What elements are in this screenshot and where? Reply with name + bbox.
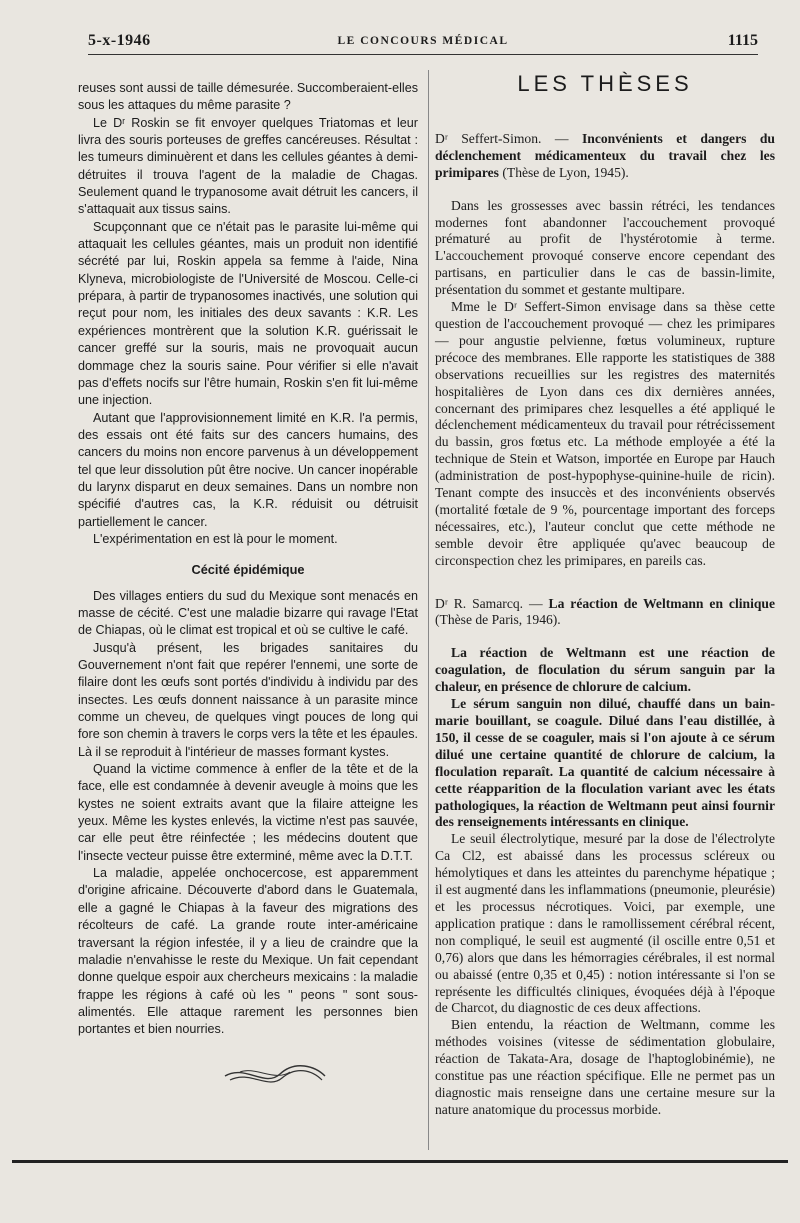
- paragraph-bold: La réaction de Weltmann est une réaction de coagulation, de floculation du sérum sanguin par la chaleur, en présence de chlorure de calcium.: [435, 645, 775, 695]
- thesis-source: (Thèse de Lyon, 1945).: [502, 164, 629, 180]
- paragraph: L'expérimentation en est là pour le moment.: [93, 531, 338, 546]
- footer-rule: [12, 1160, 788, 1163]
- column-divider: [428, 70, 429, 1150]
- left-column: [78, 80, 418, 1039]
- paragraph: Le seuil électrolytique, mesuré par la dose de l'électrolyte Ca Cl2, est abaissé dans les processus scléreux ou hémolytiques et dans les atteintes du parenchyme hépatique ; il est augmenté dans les inflammations (pneumonie, pleurésie) et les processus nécrotiques. Voici, par exemple, une application pratique : dans le ramollissement cérébral récent, non compliqué, le seuil est augmenté (il oscille entre 0,51 et 0,76) alors que dans les hémorragies cérébrales, il est normal ou abaissé (entre 0,35 et 0,45) : notion intéressante si l'on se représente les difficultés cliniques, évoquées déjà à l'époque de Charcot, du diagnostic de ces deux affections.: [435, 831, 775, 1016]
- paragraph: Autant que l'approvisionnement limité en K.R. l'a permis, des essais ont été faits sur des cancers humains, des cancers du moins non encore parvenus à un développement tel que leur dissolution pût être nocive. Un cancer inopérable du larynx disparut en deux semaines. Dans un nombre non spécifié d'autres cas, la K.R. réduisit ou détruisit partiellement le cancer.: [78, 410, 418, 529]
- paragraph: Dans les grossesses avec bassin rétréci, les tendances modernes font abandonner l'accouchement provoqué prématuré au profit de l'hystérotomie à terme. L'accouchement provoqué conserve encore cependant des partisans, en particulier dans le cas de bassin-limite, présentation du sommet et gestante multipare.: [435, 197, 775, 298]
- thesis-title: La réaction de Weltmann en clinique: [548, 595, 776, 611]
- paragraph: Des villages entiers du sud du Mexique sont menacés en masse de cécité. C'est une maladie bizarre qui ravage l'Etat de Chiapas, où le climat est tropical et où se cultive le café.: [78, 588, 418, 638]
- thesis-author: Dʳ R. Samarcq. —: [435, 595, 543, 611]
- paragraph: reuses sont aussi de taille démesurée. Succomberaient-elles sous les attaques du même parasite ?: [78, 81, 418, 113]
- paragraph: Le Dʳ Roskin se fit envoyer quelques Triatomas et leur livra des souris porteuses de greffes cancéreuses. Résultat : les tumeurs diminuèrent et dans les cellules géantes à demi-détruites il trouva l'agent de la maladie de Chagas. Seulement quand le trypanosome avait détruit les cancers, il s'attaquait aux tissus sains.: [78, 115, 418, 217]
- paragraph-bold: Le sérum sanguin non dilué, chauffé dans un bain-marie bouillant, se coagule. Dilué dans l'eau distillée, à 150, il cesse de se coaguler, mais si l'on ajoute à ce sérum dilué une certaine quantité de chlorure de calcium, la floculation reparaît. La quantité de calcium nécessaire à cette réapparition de la floculation variant avec les états pathologiques, la réaction de Weltmann peut ainsi fournir des renseignements intéressants en clinique.: [435, 696, 775, 830]
- paragraph: Mme le Dʳ Seffert-Simon envisage dans sa thèse cette question de l'accouchement provoqué — chez les primipares — pour angustie pelvienne, fœtus volumineux, rupture précoce des membranes. Elle rapporte les statistiques de 388 observations recueillies sur les registres des maternités hospitalières de Lyon dans ces dix dernières années, concernant des primipares chez lesquelles a été appliqué le déclenchement médicamenteux du travail pour rétrécissement du bassin, gros fœtus etc. La méthode employée a été la technique de Stein et Watson, importée en Europe par Hauch (administration de post-hypophyse-quinine-huile de ricin). Tenant compte des insuccès et des inconvénients observés (mortalité fœtale de 9 %, pourcentage important des forceps nécessaires, etc.), l'auteur conclut que cette méthode ne semble devoir être appliquée qu'avec beaucoup de circonspection chez les primipares, en pareils cas.: [435, 299, 775, 568]
- thesis-entry-title: [435, 131, 775, 182]
- paragraph: Jusqu'à présent, les brigades sanitaires du Gouvernement n'ont fait que repérer l'ennemi, une sorte de filaire dont les œufs sont portés d'individu à individu par des insectes. Les œufs donnent naissance à un parasite mince comme un cheveu, de quelques vingt pouces de long qui fore son chemin à travers le corps vers la tête et les épaules. Là il se reproduit à l'intérieur de masses formant kystes.: [78, 640, 418, 759]
- subheading: Cécité épidémique: [191, 562, 305, 578]
- thesis-title: Inconvénients et dangers du déclenchement médicamenteux du travail chez les primipares: [435, 130, 775, 180]
- journal-name: LE CONCOURS MÉDICAL: [337, 35, 509, 47]
- section-title: LES THÈSES: [517, 71, 693, 96]
- paragraph: Quand la victime commence à enfler de la tête et de la face, elle est condamnée à devenir aveugle à moins que les kystes ne soient extraits avant que la filaire atteigne les yeux. Même les kystes enlevés, la victime n'est pas sauvée, car elle peut être réinfectée ; les médecins doutent que l'insecte vecteur puisse être exterminé, même avec la D.T.T.: [78, 762, 418, 863]
- page-number: 1115: [727, 32, 758, 49]
- page-header: [88, 30, 758, 55]
- ornament-flourish-icon: [220, 1062, 330, 1090]
- paragraph: Scupçonnant que ce n'était pas le parasite lui-même qui attaquait les cellules géantes, mais un produit non identifié sécrété par lui, Roskin appela sa femme à l'aide, Nina Klyneva, microbiologiste de l'Université de Moscou. Celle-ci prépara, à partir de trypanosomes inactivés, une solution qui reçut pour nom, les initiales des deux savants : K.R. Les expériences montrèrent que la solution K.R. guérissait le cancer greffé sur la souris, mais ne provoquait aucun dommage chez la souris saine. Pour vérifier si elle n'avait pas d'effets nocifs sur l'être humain, Roskin s'en fit lui-même une injection.: [78, 219, 418, 408]
- right-column: [435, 71, 776, 1119]
- issue-date: 5-x-1946: [88, 32, 151, 49]
- thesis-source: (Thèse de Paris, 1946).: [435, 612, 561, 628]
- paragraph: La maladie, appelée onchocercose, est apparemment d'origine africaine. Découverte d'abord dans le Guatemala, elle a gagné le Chiapas à la faveur des migrations des récolteurs de café. La grande route inter-américaine traversant la région infestée, il y a lieu de craindre que la maladie n'envahisse le reste du Mexique. Un fait cependant donne quelque espoir aux chercheurs mexicains : la maladie frappe les régions à café où les " peons " sont sous-alimentés. Elle attaque rarement les personnes bien portantes et bien nourries.: [78, 866, 418, 1037]
- thesis-author: Dʳ Seffert-Simon. —: [435, 130, 569, 146]
- thesis-entry-title: [435, 596, 775, 630]
- paragraph: Bien entendu, la réaction de Weltmann, comme les méthodes voisines (vitesse de sédimentation globulaire, réaction de Takata-Ara, dosage de l'haptoglobinémie), ne constitue pas une réaction spécifique. Elle ne permet pas un diagnostic mais renseigne dans une certaine mesure sur la nature anatomique du processus morbide.: [435, 1017, 775, 1117]
